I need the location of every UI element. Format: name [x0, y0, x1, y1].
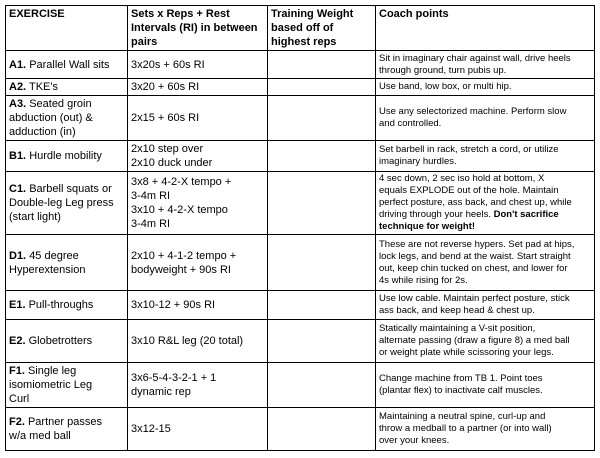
coach-points-cell: 4 sec down, 2 sec iso hold at bottom, X equals EXPLODE out of the hole. Maintain perfect posture, ass back, and chest up, while driving through your heels. Don't sacrifice technique for weight! — [376, 172, 595, 235]
exercise-id: E1. — [9, 299, 26, 311]
table-row — [6, 408, 595, 451]
sets-cell: 3x10-12 + 90s RI — [128, 291, 268, 320]
coach-points-cell: Use any selectorized machine. Perform slow and controlled. — [376, 96, 595, 141]
exercise-name: 45 degree — [29, 249, 79, 262]
exercise-cell — [6, 79, 128, 96]
exercise-name: Globetrotters — [28, 335, 93, 347]
training-weight-cell[interactable] — [268, 141, 376, 172]
exercise-name: Pull-throughs — [28, 299, 94, 311]
exercise-id: A3. — [9, 98, 27, 110]
training-weight-cell[interactable] — [268, 408, 376, 451]
sets-cell: 3x6-5-4-3-2-1 + 1 dynamic rep — [128, 363, 268, 408]
table-row — [6, 96, 595, 141]
table-row — [6, 141, 595, 172]
coach-points-cell: Use low cable. Maintain perfect posture, stick ass back, and keep head & chest up. — [376, 291, 595, 320]
sets-cell: 3x20s + 60s RI — [128, 51, 268, 79]
coach-points-cell: Statically maintaining a V-sit position, alternate passing (draw a figure 8) a med ball or weight plate while scissoring your legs. — [376, 320, 595, 363]
exercise-name: Parallel Wall sits — [29, 58, 110, 71]
header-row — [6, 6, 595, 51]
training-weight-cell[interactable] — [268, 320, 376, 363]
coach-points-cell: Change machine from TB 1. Point toes (plantar flex) to inactivate calf muscles. — [376, 363, 595, 408]
exercise-name: Seated groin — [29, 98, 92, 110]
training-weight-cell[interactable] — [268, 291, 376, 320]
exercise-table-wrapper — [5, 5, 595, 451]
exercise-cell: C1. Barbell squats or Double-leg Leg press (start light) — [6, 172, 128, 235]
header-sets: Sets x Reps + Rest Intervals (RI) in between pairs — [128, 6, 268, 51]
exercise-name: Hurdle mobility — [29, 150, 102, 162]
table-row — [6, 235, 595, 291]
exercise-id: A2. — [9, 81, 27, 93]
exercise-cell: D1. 45 degree Hyperextension — [6, 235, 128, 291]
exercise-name: Partner passes — [27, 416, 102, 428]
coach-emphasis: technique for weight! — [379, 221, 476, 232]
exercise-cell — [6, 141, 128, 172]
header-training-weight: Training Weight based off of highest reps — [268, 6, 376, 51]
exercise-cell — [6, 320, 128, 363]
sets-cell: 3x8 + 4-2-X tempo + 3-4m RI 3x10 + 4-2-X tempo 3-4m RI — [128, 172, 268, 235]
sets-cell: 3x10 R&L leg (20 total) — [128, 320, 268, 363]
exercise-cell: F1. Single leg isomiometric Leg Curl — [6, 363, 128, 408]
exercise-id: B1. — [9, 150, 27, 162]
exercise-id: F1. — [9, 365, 25, 377]
table-row — [6, 172, 595, 235]
coach-points-cell: Use band, low box, or multi hip. — [376, 79, 595, 96]
exercise-cell: A3. Seated groin abduction (out) & adduction (in) — [6, 96, 128, 141]
table-row — [6, 79, 595, 96]
table-row — [6, 320, 595, 363]
exercise-table — [5, 5, 595, 451]
coach-points-cell: Set barbell in rack, stretch a cord, or utilize imaginary hurdles. — [376, 141, 595, 172]
training-weight-cell[interactable] — [268, 172, 376, 235]
table-row — [6, 363, 595, 408]
exercise-id: D1. — [9, 249, 27, 262]
exercise-id: E2. — [9, 335, 26, 347]
coach-points-cell: Maintaining a neutral spine, curl-up and throw a medball to a partner (or into wall) over your knees. — [376, 408, 595, 451]
training-weight-cell[interactable] — [268, 235, 376, 291]
sets-cell: 2x10 step over 2x10 duck under — [128, 141, 268, 172]
sets-cell: 2x10 + 4-1-2 tempo + bodyweight + 90s RI — [128, 235, 268, 291]
coach-points-cell: Sit in imaginary chair against wall, drive heels through ground, turn pubis up. — [376, 51, 595, 79]
training-weight-cell[interactable] — [268, 51, 376, 79]
training-weight-cell[interactable] — [268, 363, 376, 408]
sets-cell: 3x12-15 — [128, 408, 268, 451]
exercise-id: F2. — [9, 416, 25, 428]
table-row — [6, 291, 595, 320]
exercise-id: A1. — [9, 58, 27, 71]
sets-cell: 2x15 + 60s RI — [128, 96, 268, 141]
coach-points-cell: These are not reverse hypers. Set pad at hips, lock legs, and bend at the waist. Start straight out, keep chin tucked on chest, and lower for 4s while rising for 2s. — [376, 235, 595, 291]
training-weight-cell[interactable] — [268, 79, 376, 96]
exercise-name: TKE's — [28, 81, 58, 93]
exercise-name: Barbell squats or — [29, 183, 112, 195]
header-coach-points: Coach points — [376, 6, 595, 51]
exercise-cell: F2. Partner passes w/a med ball — [6, 408, 128, 451]
training-weight-cell[interactable] — [268, 96, 376, 141]
coach-emphasis: Don't sacrifice — [493, 209, 559, 220]
sets-cell: 3x20 + 60s RI — [128, 79, 268, 96]
exercise-cell — [6, 291, 128, 320]
table-row — [6, 51, 595, 79]
header-exercise: EXERCISE — [6, 6, 128, 51]
exercise-id: C1. — [9, 183, 27, 195]
exercise-cell — [6, 51, 128, 79]
exercise-name: Single leg — [27, 365, 77, 377]
